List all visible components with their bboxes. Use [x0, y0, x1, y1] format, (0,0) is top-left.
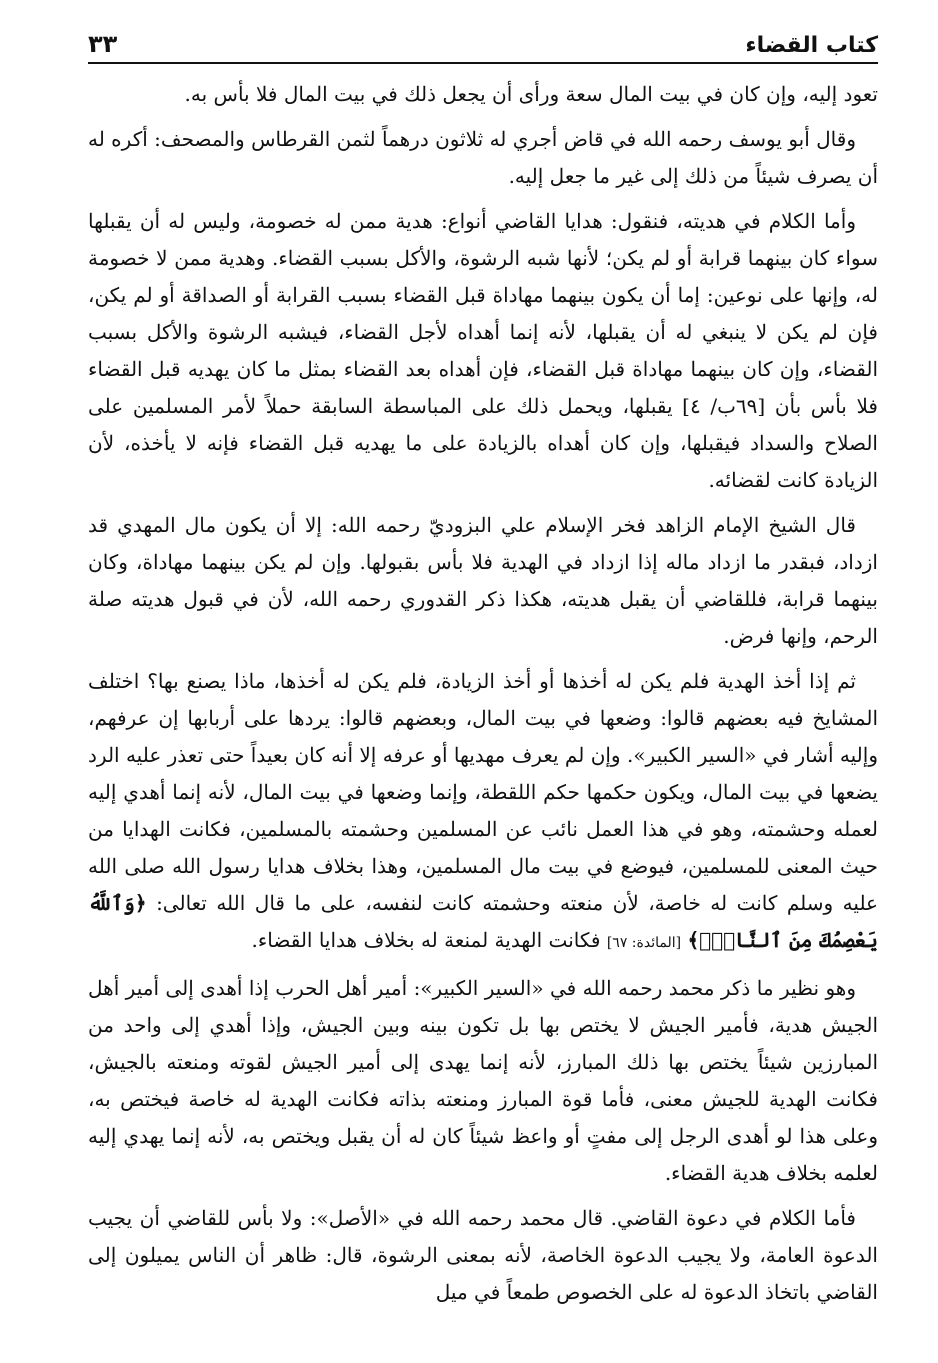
quran-verse: ﴿وَٱللَّهُ يَعْصِمُكَ مِنَ ٱلنَّاسِۗ﴾ [88, 891, 878, 952]
paragraph-1: تعود إليه، وإن كان في بيت المال سعة ورأى أن يجعل ذلك في بيت المال فلا بأس به. [184, 82, 878, 106]
paragraph-7: فأما الكلام في دعوة القاضي. قال محمد رحمه الله في «الأصل»: ولا بأس للقاضي أن يجيب الدعوة العامة، ولا يجيب الدعوة الخاصة، لأنه بمعنى الرشوة، قال: ظاهر أن الناس يميلون إلى القاضي باتخاذ الدعوة له على الخصوص طمعاً في ميل [88, 1206, 878, 1304]
running-header [88, 18, 878, 64]
page-number: ٣٣ [88, 30, 118, 58]
verse-citation: [المائدة: ٦٧] [606, 935, 682, 951]
book-title: كتاب القضاء [745, 33, 878, 58]
paragraph-3: وأما الكلام في هديته، فنقول: هدايا القاضي أنواع: هدية ممن له خصومة، وليس له أن يقبلها سواء كان بينهما قرابة أو لم يكن؛ لأنها شبه الرشوة، والأكل بسبب القضاء. وهدية ممن لا خصومة له، وإنها على نوعين: إما أن يكون بينهما مهاداة قبل القضاء بسبب القرابة أو الصداقة أو لم يكن، فإن لم يكن لا ينبغي له أن يقبلها، لأنه إنما أهداه لأجل القضاء، فيشبه الرشوة والأكل بسبب القضاء، وإن كان بينهما مهاداة قبل القضاء، فإن أهداه بعد القضاء بمثل ما كان يهديه قبل القضاء فلا بأس بأن [٦٩ب/ ٤] يقبلها، ويحمل ذلك على المباسطة السابقة حملاً لأمر المسلمين على الصلاح والسداد فيقبلها، وإن كان أهداه بالزيادة على ما يهديه قبل القضاء فإنه لا يأخذه، لأن الزيادة كانت لقضائه. [88, 209, 878, 492]
paragraph-2: وقال أبو يوسف رحمه الله في قاض أجري له ثلاثون درهماً لثمن القرطاس والمصحف: أكره له أن يصرف شيئاً من ذلك إلى غير ما جعل إليه. [88, 127, 878, 188]
book-page [88, 18, 878, 1319]
paragraph-5 [88, 663, 878, 962]
paragraph-5-text: ثم إذا أخذ الهدية فلم يكن له أخذها أو أخذ الزيادة، فلم يكن له أخذها، ماذا يصنع بها؟ اختلف المشايخ فيه بعضهم قالوا: وضعها في بيت المال، وبعضهم قالوا: يردها على أربابها إن عرفهم، وإليه أشار في «السير الكبير». وإن لم يعرف مهديها أو عرفه إلا أنه كان بعيداً حتى تعذر عليه الرد يضعها في بيت المال، ويكون حكمها حكم اللقطة، وإنما وضعها في بيت المال، لأنه إنما أهدي إليه لعمله وحشمته، وهو في هذا العمل نائب عن المسلمين وحشمته بالمسلمين، فكانت الهدايا من حيث المعنى للمسلمين، فيوضع في بيت مال المسلمين، وهذا بخلاف هدايا رسول الله صلى الله عليه وسلم كانت له خاصة، لأن منعته وحشمته كانت لنفسه، على ما قال الله تعالى: [88, 669, 878, 915]
paragraph-6: وهو نظير ما ذكر محمد رحمه الله في «السير الكبير»: أمير أهل الحرب إذا أهدى إلى أمير أهل الجيش هدية، فأمير الجيش لا يختص بها بل تكون بينه وبين الجيش، وإذا أهدي إلى واحد من المبارزين شيئاً يختص بها ذلك المبارز، لأنه إنما يهدى إلى أمير الجيش لقوته ومنعته بالجيش، فكانت الهدية للجيش معنى، فأما قوة المبارز ومنعته بذاته فكانت الهدية له خاصة فيختص به، وعلى هذا لو أهدى الرجل إلى مفتٍ أو واعظ شيئاً كان له أن يقبل ويختص به، لأنه إنما يهدي إليه لعلمه بخلاف هدية القضاء. [88, 976, 878, 1185]
paragraph-5-end: فكانت الهدية لمنعة له بخلاف هدايا القضاء. [251, 928, 601, 952]
paragraph-4: قال الشيخ الإمام الزاهد فخر الإسلام علي البزوديّ رحمه الله: إلا أن يكون مال المهدي قد ازداد، فبقدر ما ازداد ماله إذا ازداد في الهدية فلا بأس بقبولها. وإن لم يكن بينهما مهاداة، وكان بينهما قرابة، فللقاضي أن يقبل هديته، هكذا ذكر القدوري رحمه الله، لأن في قبول هديته صلة الرحم، وإنها فرض. [88, 513, 878, 648]
body-text [88, 76, 878, 1311]
